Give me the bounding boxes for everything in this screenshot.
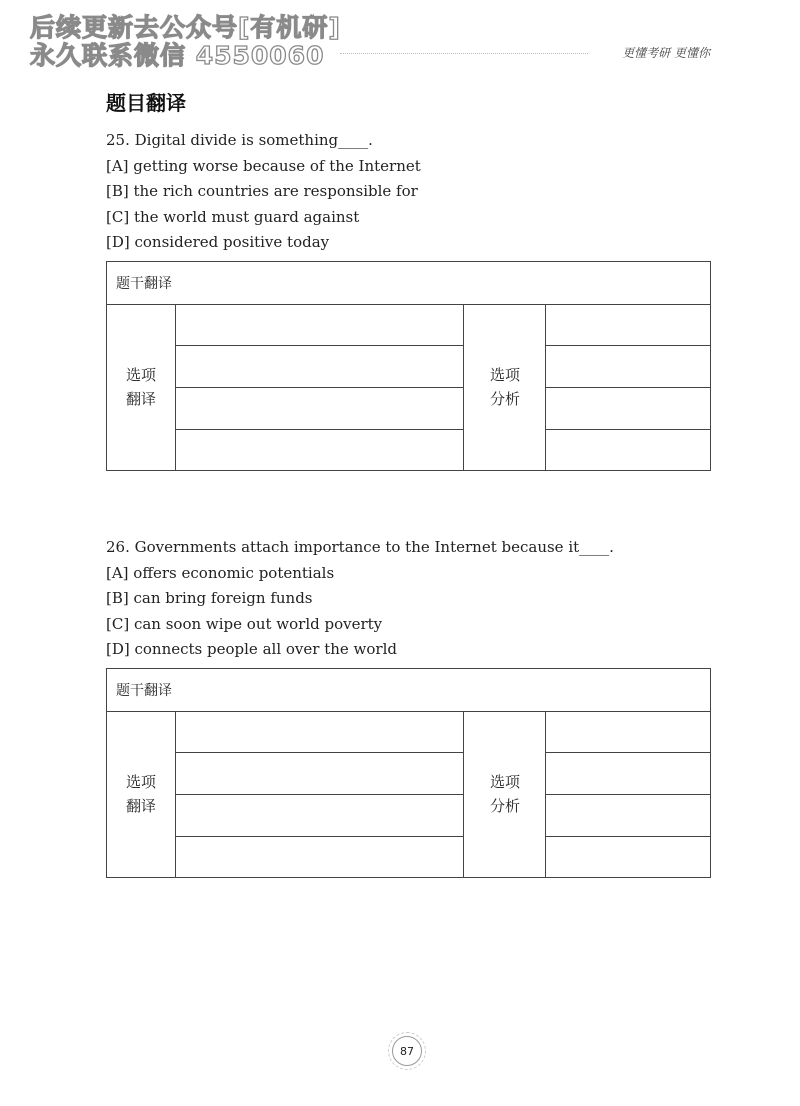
option-translation-label: 选项 翻译 <box>125 773 156 815</box>
translation-cell-divider <box>175 794 463 795</box>
analysis-cell-divider <box>545 387 711 388</box>
watermark-line-1: 后续更新去公众号[有机研] <box>30 13 341 42</box>
translation-table-25 <box>106 261 711 471</box>
analysis-cell-divider <box>545 345 711 346</box>
page-number: 87 <box>392 1036 422 1066</box>
option-a: [A] getting worse because of the Internet <box>106 156 421 175</box>
question-26 <box>106 535 706 663</box>
translation-cell-divider <box>175 345 463 346</box>
header-divider <box>340 53 588 54</box>
translation-cell-divider <box>175 387 463 388</box>
option-d: [D] considered positive today <box>106 233 330 251</box>
header-slogan: 更懂考研 更懂你 <box>622 46 710 60</box>
watermark-line-2: 永久联系微信 4550060 <box>30 41 325 70</box>
question-25 <box>106 128 706 256</box>
section-title: 题目翻译 <box>106 91 186 115</box>
option-analysis-label: 选项 分析 <box>489 366 520 408</box>
option-translation-label: 选项 翻译 <box>125 366 156 408</box>
analysis-cell-divider <box>545 836 711 837</box>
question-stem: 25. Digital divide is something____. <box>106 131 373 149</box>
translation-table-26 <box>106 668 711 878</box>
translation-cell-divider <box>175 836 463 837</box>
stem-translation-label: 题干翻译 <box>116 276 172 292</box>
option-analysis-label: 选项 分析 <box>489 773 520 815</box>
stem-translation-row[interactable] <box>107 669 710 712</box>
option-c: [C] can soon wipe out world poverty <box>106 614 383 633</box>
translation-cell-divider <box>175 752 463 753</box>
option-b: [B] the rich countries are responsible for <box>106 182 418 200</box>
option-a: [A] offers economic potentials <box>106 563 335 582</box>
analysis-cell-divider <box>545 794 711 795</box>
translation-cell-divider <box>175 429 463 430</box>
stem-translation-label: 题干翻译 <box>116 683 172 699</box>
analysis-cell-divider <box>545 429 711 430</box>
option-b: [B] can bring foreign funds <box>106 589 313 607</box>
question-stem: 26. Governments attach importance to the Internet because it____. <box>106 538 614 556</box>
option-d: [D] connects people all over the world <box>106 640 397 658</box>
analysis-cell-divider <box>545 752 711 753</box>
option-c: [C] the world must guard against <box>106 207 360 226</box>
stem-translation-row[interactable] <box>107 262 710 305</box>
